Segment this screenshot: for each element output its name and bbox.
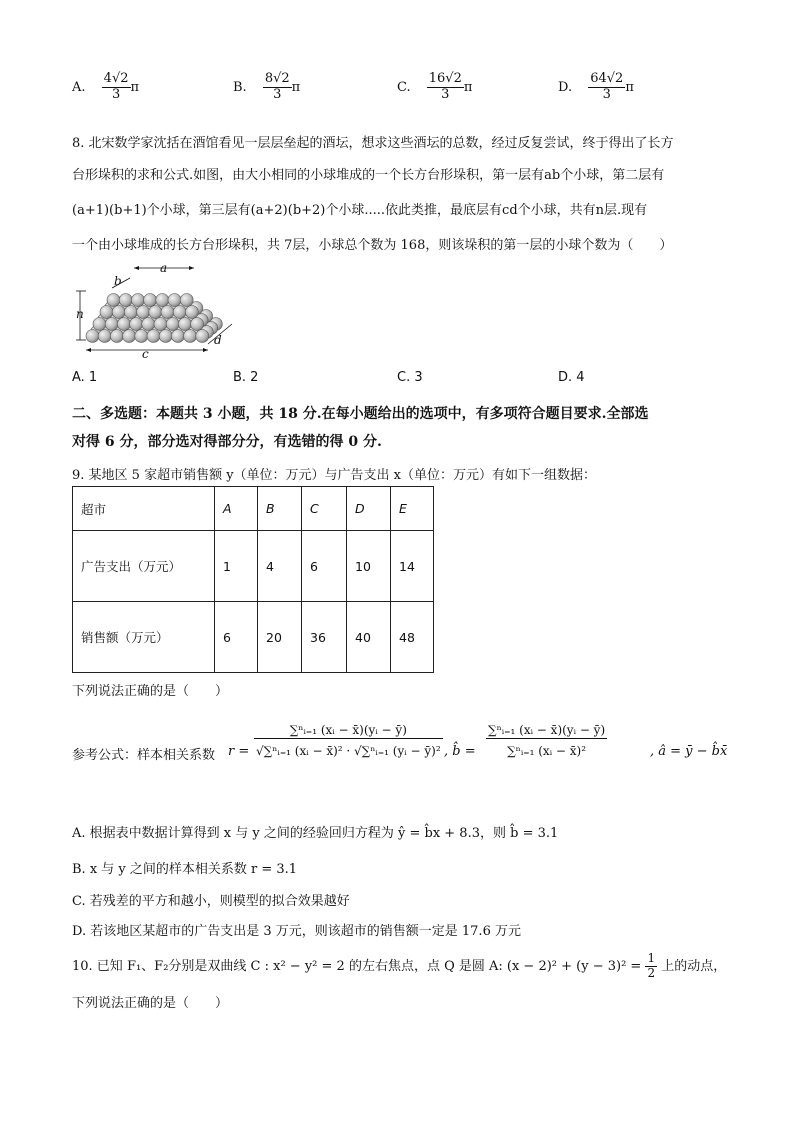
ball — [149, 306, 162, 319]
q7-option-c[interactable] — [397, 72, 472, 103]
ball — [166, 318, 179, 331]
q10-stem: 10. 已知 F₁、F₂分别是双曲线 C : x² − y² = 2 的左右焦点，点 Q 是圆 A: (x − 2)² + (y − 3)² = — [72, 958, 642, 974]
ball — [105, 318, 118, 331]
label-n: n — [76, 307, 84, 321]
table-cell: 销售额（万元） — [73, 602, 215, 673]
q8-line-1: 8. 北宋数学家沈括在酒馆看见一层层垒起的酒坛，想求这些酒坛的总数，经过反复尝试，终于得出了长方 — [72, 136, 674, 151]
table-cell: 4 — [258, 531, 302, 602]
q8-option-b[interactable]: B. 2 — [233, 370, 259, 385]
ball — [86, 330, 99, 343]
data-table — [72, 486, 434, 673]
table-cell: C — [302, 487, 347, 531]
ball — [100, 306, 113, 319]
ball — [147, 330, 160, 343]
option-fraction: $\frac{4√2}{3}$ — [103, 71, 129, 102]
option-letter: C. — [397, 79, 411, 95]
formula-b-symbol: , b̂ = — [444, 744, 476, 759]
table-row — [73, 602, 434, 673]
table-row — [73, 487, 434, 531]
ball — [93, 318, 106, 331]
ball — [191, 318, 204, 331]
formula-r-symbol: r = — [228, 744, 250, 759]
ball — [130, 318, 143, 331]
ball — [184, 330, 197, 343]
ball — [180, 294, 193, 307]
q10-fraction: $\frac{1}{2}$ — [647, 951, 656, 980]
ball — [168, 294, 181, 307]
q9-option-a[interactable]: A. 根据表中数据计算得到 x 与 y 之间的经验回归方程为 ŷ = b̂x + 8.3，则 b̂ = 3.1 — [72, 826, 559, 841]
q8-line-2: 台形垛积的求和公式.如图，由大小相同的小球堆成的一个长方台形垛积，第一层有ab个小球，第二层有 — [72, 168, 665, 183]
table-cell: 36 — [302, 602, 347, 673]
q8-option-a[interactable]: A. 1 — [72, 370, 98, 385]
table-cell: E — [391, 487, 434, 531]
q9-option-b[interactable]: B. x 与 y 之间的样本相关系数 r = 3.1 — [72, 862, 298, 877]
q9-prompt: 下列说法正确的是（ ） — [72, 684, 229, 699]
q7-option-a[interactable] — [72, 72, 139, 103]
ball — [196, 330, 209, 343]
table-cell: 6 — [215, 602, 258, 673]
label-d: d — [214, 333, 222, 347]
arrow — [134, 266, 139, 270]
label-b: b — [114, 274, 122, 288]
q9-stem: 9. 某地区 5 家超市销售额 y（单位：万元）与广告支出 x（单位：万元）有如下一组数据： — [72, 468, 597, 483]
q10-line-2: 下列说法正确的是（ ） — [72, 996, 229, 1011]
table-cell: 14 — [391, 531, 434, 602]
table-cell: B — [258, 487, 302, 531]
ball — [119, 294, 132, 307]
arrow — [189, 266, 194, 270]
option-fraction: $\frac{8√2}{3}$ — [264, 71, 290, 102]
q8-line-3: (a+1)(b+1)个小球，第三层有(a+2)(b+2)个小球.....依此类推，最底层有cd个小球，共有n层.现有 — [72, 203, 648, 218]
table-cell: 10 — [347, 531, 391, 602]
arrow — [86, 348, 91, 352]
q9-option-c[interactable]: C. 若残差的平方和越小，则模型的拟合效果越好 — [72, 894, 350, 909]
ball — [112, 306, 125, 319]
ball — [185, 306, 198, 319]
formula-label: 参考公式：样本相关系数 — [72, 748, 216, 763]
option-fraction: $\frac{16√2}{3}$ — [428, 71, 462, 102]
stacked-balls-figure — [72, 258, 242, 362]
option-letter: B. — [233, 79, 247, 95]
ball — [131, 294, 144, 307]
table-cell: 1 — [215, 531, 258, 602]
ball — [123, 330, 136, 343]
ball — [135, 330, 148, 343]
ball — [107, 294, 120, 307]
table-cell: 超市 — [73, 487, 215, 531]
ball — [137, 306, 150, 319]
ball — [124, 306, 137, 319]
option-suffix: π — [130, 79, 140, 95]
table-cell: 20 — [258, 602, 302, 673]
option-fraction: $\frac{64√2}{3}$ — [590, 71, 624, 102]
section-heading-line-2: 对得 6 分，部分选对得部分分，有选错的得 0 分. — [72, 434, 382, 450]
ball — [173, 306, 186, 319]
ball — [154, 318, 167, 331]
table-cell: 广告支出（万元） — [73, 531, 215, 602]
table-cell: D — [347, 487, 391, 531]
formula-a: , â = ȳ − b̂x̄ — [650, 744, 728, 759]
table-row — [73, 531, 434, 602]
ball — [142, 318, 155, 331]
q7-option-d[interactable] — [558, 72, 634, 103]
option-suffix: π — [625, 79, 634, 95]
label-a: a — [160, 261, 168, 275]
ball — [98, 330, 111, 343]
formula-r-fraction: $\frac{\text{∑ⁿᵢ₌₁ (xᵢ − x̄)(yᵢ − ȳ)}}{\text{√∑ⁿᵢ₌₁ (xᵢ − x̄)² · √∑ⁿᵢ₌₁ (yᵢ − ȳ)²}}$ — [256, 723, 441, 758]
ball — [171, 330, 184, 343]
q7-option-b[interactable] — [233, 72, 300, 103]
ball — [161, 306, 174, 319]
ball — [144, 294, 157, 307]
table-cell: 6 — [302, 531, 347, 602]
q9-option-d[interactable]: D. 若该地区某超市的广告支出是 3 万元，则该超市的销售额一定是 17.6 万元 — [72, 924, 521, 939]
ball — [110, 330, 123, 343]
table-cell: A — [215, 487, 258, 531]
ball — [156, 294, 169, 307]
option-suffix: π — [291, 79, 301, 95]
formula-b-fraction: $\frac{\text{∑ⁿᵢ₌₁ (xᵢ − x̄)(yᵢ − ȳ)}}{\text{∑ⁿᵢ₌₁ (xᵢ − x̄)²}}$ — [488, 723, 606, 758]
table-cell: 48 — [391, 602, 434, 673]
ball — [117, 318, 130, 331]
ball-stack — [86, 294, 222, 343]
q8-line-4: 一个由小球堆成的长方台形垛积，共 7层，小球总个数为 168，则该垛积的第一层的小球个数为（ ） — [72, 238, 673, 253]
q10-stem-tail: 上的动点， — [661, 958, 727, 974]
option-suffix: π — [463, 79, 473, 95]
q8-option-c[interactable]: C. 3 — [397, 370, 423, 385]
formula-block — [72, 714, 762, 804]
label-c: c — [142, 347, 149, 361]
table-cell: 40 — [347, 602, 391, 673]
option-letter: A. — [72, 79, 86, 95]
arrow — [203, 348, 208, 352]
q10-line-1 — [72, 952, 726, 981]
q8-option-d[interactable]: D. 4 — [558, 370, 585, 385]
ball — [178, 318, 191, 331]
option-letter: D. — [558, 79, 573, 95]
ball — [159, 330, 172, 343]
section-heading-line-1: 二、多选题：本题共 3 小题，共 18 分.在每小题给出的选项中，有多项符合题目要求.全部选 — [72, 406, 649, 422]
